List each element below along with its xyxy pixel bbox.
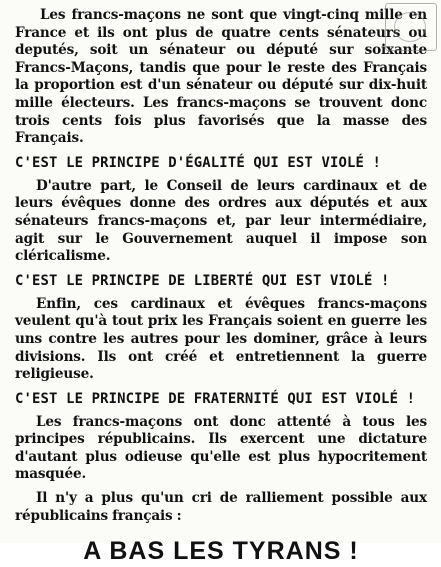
slogan-fraternite: C'EST LE PRINCIPE DE FRATERNITÉ QUI EST VIOLÉ ! [15, 390, 416, 407]
slogan-egalite: C'EST LE PRINCIPE D'ÉGALITÉ QUI EST VIOLÉ ! [15, 154, 382, 171]
slogan-liberte: C'EST LE PRINCIPE DE LIBERTÉ QUI EST VIOLÉ ! [15, 272, 390, 289]
paragraph-dictature: Les francs-maçons ont donc attenté à tous les principes républicains. Ils exercent une dictature d'autant plus odieuse qu'elle est plus hypocritement masquée. [15, 413, 427, 483]
paragraph-intro: Les francs-maçons ne sont que vingt-cinq mille en France et ils ont plus de quatre cents sénateurs ou deputés, soit un sénateur ou député sur soixante Francs-Maçons, tandis que pour le reste des Français la proportion est d'un sénateur ou député sur dix-huit mille électeurs. Les francs-maçons se trouvent donc trois cents fois plus favorisés que la masse des Français. [15, 7, 427, 147]
archive-stamp [385, 3, 437, 51]
paragraph-conseil: D'autre part, le Conseil de leurs cardinaux et de leurs évêques donne des ordres aux députés et aux sénateurs francs-maçons et, par leur intermédiaire, agit sur le Gouvernement auquel il impose son cléricalisme. [15, 177, 427, 265]
paragraph-guerre: Enfin, ces cardinaux et évêques francs-maçons veulent qu'à tout prix les Français soient en guerre les uns contre les autres pour les dominer, grâce à leurs divisions. Ils ont créé et entretiennent la guerre religieuse. [15, 295, 427, 383]
final-cry: A BAS LES TYRANS ! [83, 537, 359, 566]
paragraph-ralliement: Il n'y a plus qu'un cri de ralliement possible aux républicains français : [15, 490, 427, 524]
